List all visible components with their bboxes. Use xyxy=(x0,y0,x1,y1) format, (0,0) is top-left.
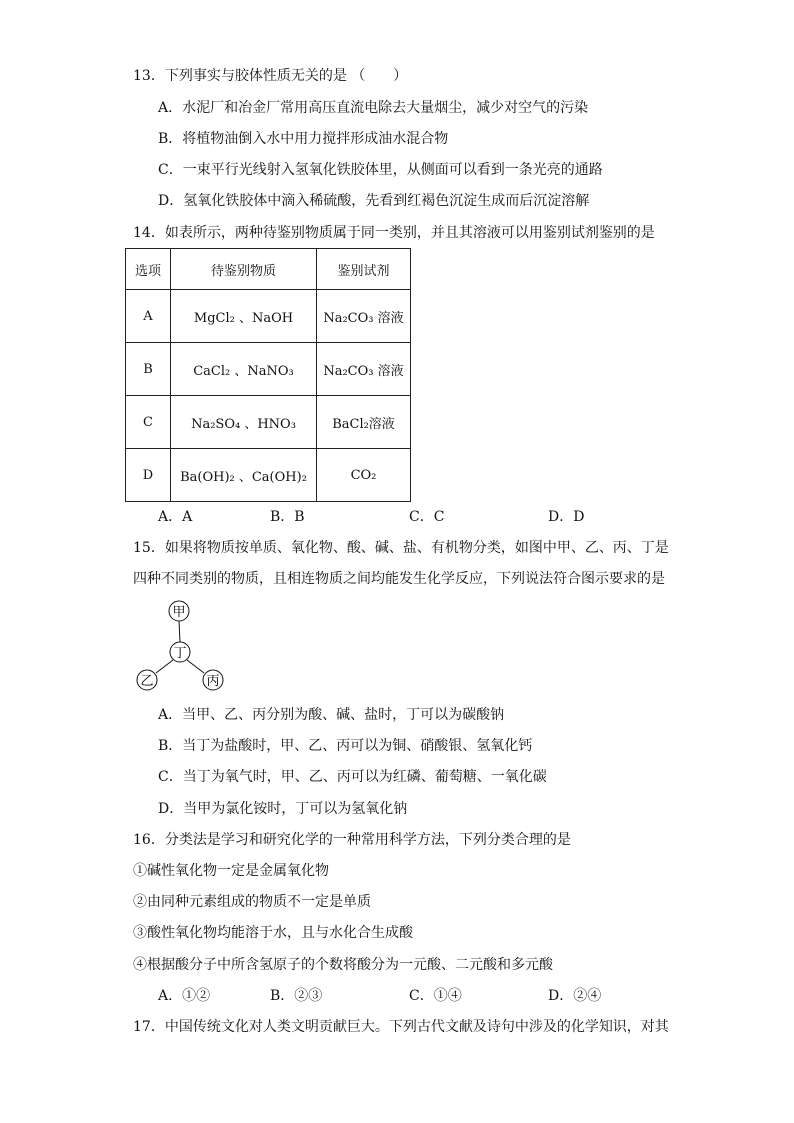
q16-choice-c: C．①④ xyxy=(409,988,462,1004)
q14-choices xyxy=(158,507,678,527)
q15-option-a: A．当甲、乙、丙分别为酸、碱、盐时，丁可以为碳酸钠 xyxy=(158,707,505,723)
link-top xyxy=(179,621,180,642)
q14-choice-d: D．D xyxy=(548,509,585,525)
q16-statement-4: ④根据酸分子中所含氢原子的个数将酸分为一元酸、二元酸和多元酸 xyxy=(133,957,553,973)
q16-choice-d: D．②④ xyxy=(548,988,602,1004)
table-cell-substances: Na₂SO₄ 、HNO₃ xyxy=(171,396,317,449)
table-row xyxy=(126,396,411,449)
q16-choices xyxy=(158,986,678,1006)
table-cell-reagent: Na₂CO₃ 溶液 xyxy=(317,290,411,343)
table-row xyxy=(126,290,411,343)
q15-option-c: C．当丁为氧气时，甲、乙、丙可以为红磷、葡萄糖、一氧化碳 xyxy=(158,769,547,785)
q16-choice-b: B．②③ xyxy=(270,988,323,1004)
table-header-cell: 选项 xyxy=(126,249,171,290)
q14-choice-a: A．A xyxy=(158,509,193,525)
link-right xyxy=(187,660,204,673)
table-cell-substances: MgCl₂ 、NaOH xyxy=(171,290,317,343)
table-cell-option: C xyxy=(126,396,171,449)
q13-option-d: D．氢氧化铁胶体中滴入稀硫酸，先看到红褐色沉淀生成而后沉淀溶解 xyxy=(158,193,590,209)
q15-stem-line1: 15．如果将物质按单质、氧化物、酸、碱、盐、有机物分类，如图中甲、乙、丙、丁是 xyxy=(133,540,669,556)
node-left-label: 乙 xyxy=(140,674,154,689)
table-row xyxy=(126,449,411,502)
q16-statement-1: ①碱性氧化物一定是金属氧化物 xyxy=(133,863,329,879)
q14-table xyxy=(125,248,411,502)
q14-choice-c: C．C xyxy=(409,509,445,525)
node-top-label: 甲 xyxy=(172,605,186,620)
table-cell-reagent: CO₂ xyxy=(317,449,411,502)
table-header-cell: 待鉴别物质 xyxy=(171,249,317,290)
table-header-row xyxy=(126,249,411,290)
table-cell-reagent: BaCl₂溶液 xyxy=(317,396,411,449)
table-cell-option: D xyxy=(126,449,171,502)
q13-option-c: C．一束平行光线射入氢氧化铁胶体里，从侧面可以看到一条光亮的通路 xyxy=(158,162,603,178)
table-header-cell: 鉴别试剂 xyxy=(317,249,411,290)
table-cell-substances: CaCl₂ 、NaNO₃ xyxy=(171,343,317,396)
table-cell-substances: Ba(OH)₂ 、Ca(OH)₂ xyxy=(171,449,317,502)
node-center-label: 丁 xyxy=(173,646,187,661)
table-row xyxy=(126,343,411,396)
q16-statement-3: ③酸性氧化物均能溶于水，且与水化合生成酸 xyxy=(133,925,413,941)
q15-option-d: D．当甲为氯化铵时，丁可以为氢氧化钠 xyxy=(158,801,408,817)
q16-statement-2: ②由同种元素组成的物质不一定是单质 xyxy=(133,894,371,910)
q15-stem-line2: 四种不同类别的物质，且相连物质之间均能发生化学反应，下列说法符合图示要求的是 xyxy=(133,571,665,587)
q15-option-b: B．当丁为盐酸时，甲、乙、丙可以为铜、硝酸银、氢氧化钙 xyxy=(158,738,533,754)
table-cell-option: A xyxy=(126,290,171,343)
q14-choice-b: B．B xyxy=(270,509,305,525)
q17-stem: 17．中国传统文化对人类文明贡献巨大。下列古代文献及诗句中涉及的化学知识，对其 xyxy=(133,1019,669,1035)
table-cell-option: B xyxy=(126,343,171,396)
q13-option-a: A．水泥厂和冶金厂常用高压直流电除去大量烟尘，减少对空气的污染 xyxy=(158,100,589,116)
q13-option-b: B．将植物油倒入水中用力搅拌形成油水混合物 xyxy=(158,131,449,147)
q13-stem: 13．下列事实与胶体性质无关的是 （ ） xyxy=(133,68,408,84)
q15-diagram xyxy=(130,596,230,696)
link-left xyxy=(156,660,173,673)
q16-choice-a: A．①② xyxy=(158,988,211,1004)
node-right-label: 丙 xyxy=(206,674,220,689)
q14-stem: 14．如表所示，两种待鉴别物质属于同一类别，并且其溶液可以用鉴别试剂鉴别的是 xyxy=(133,225,655,241)
q16-stem: 16．分类法是学习和研究化学的一种常用科学方法，下列分类合理的是 xyxy=(133,832,571,848)
table-cell-reagent: Na₂CO₃ 溶液 xyxy=(317,343,411,396)
